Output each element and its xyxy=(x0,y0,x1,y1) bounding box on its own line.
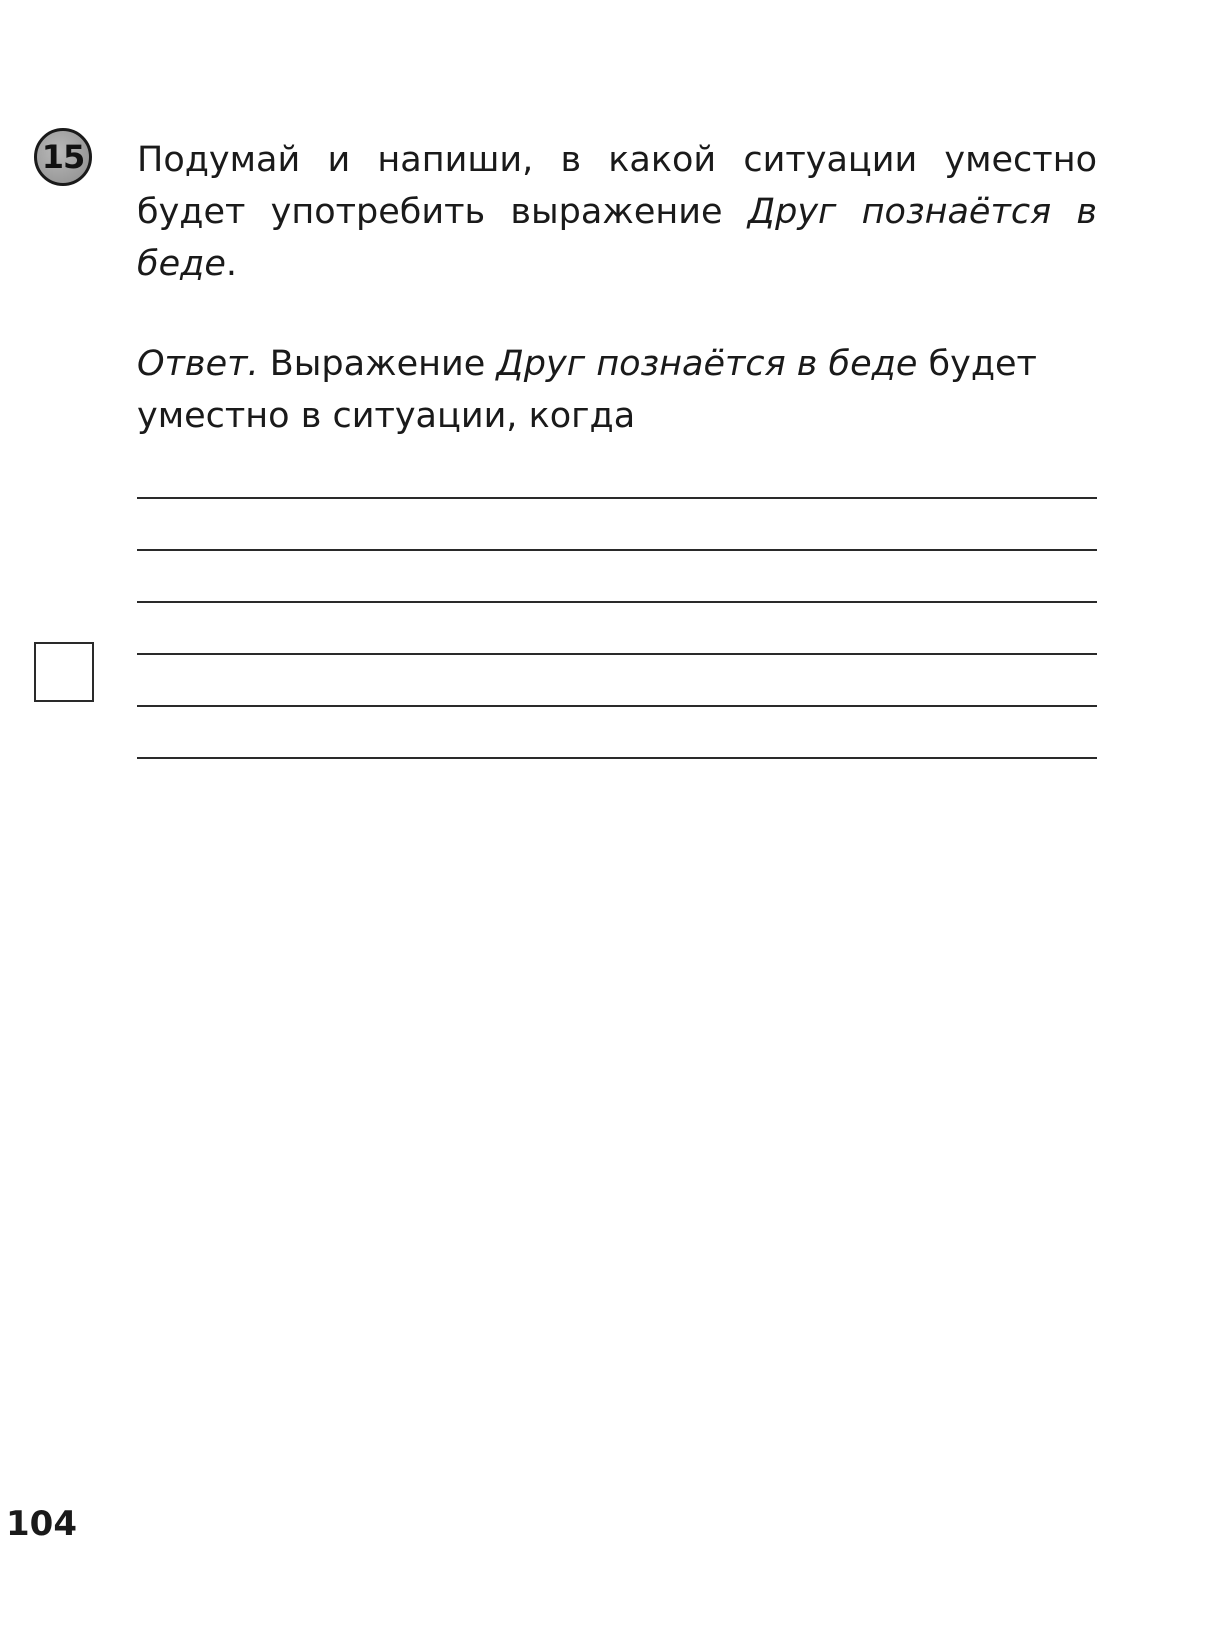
answer-text-end: будет уместно в ситуации, когда xyxy=(137,344,1037,436)
answer-line-1[interactable] xyxy=(137,497,1097,499)
answer-line-5[interactable] xyxy=(137,705,1097,707)
answer-line-3[interactable] xyxy=(137,601,1097,603)
answer-label: Ответ. xyxy=(137,344,259,384)
answer-prompt xyxy=(137,338,1097,442)
answer-line-4[interactable] xyxy=(137,653,1097,655)
question-text: Подумай и напиши, в какой ситуации уместно будет употребить выражение xyxy=(137,140,1097,232)
answer-text-start: Выражение xyxy=(258,344,497,384)
task-question xyxy=(137,134,1097,290)
question-end: . xyxy=(225,244,237,284)
answer-line-2[interactable] xyxy=(137,549,1097,551)
score-box[interactable] xyxy=(34,642,94,702)
answer-phrase: Друг познаётся в беде xyxy=(496,344,918,384)
task-number-badge: 15 xyxy=(34,128,92,186)
page-number: 104 xyxy=(6,1504,77,1544)
answer-line-6[interactable] xyxy=(137,757,1097,759)
question-phrase: Друг познаётся в беде xyxy=(137,192,1097,284)
